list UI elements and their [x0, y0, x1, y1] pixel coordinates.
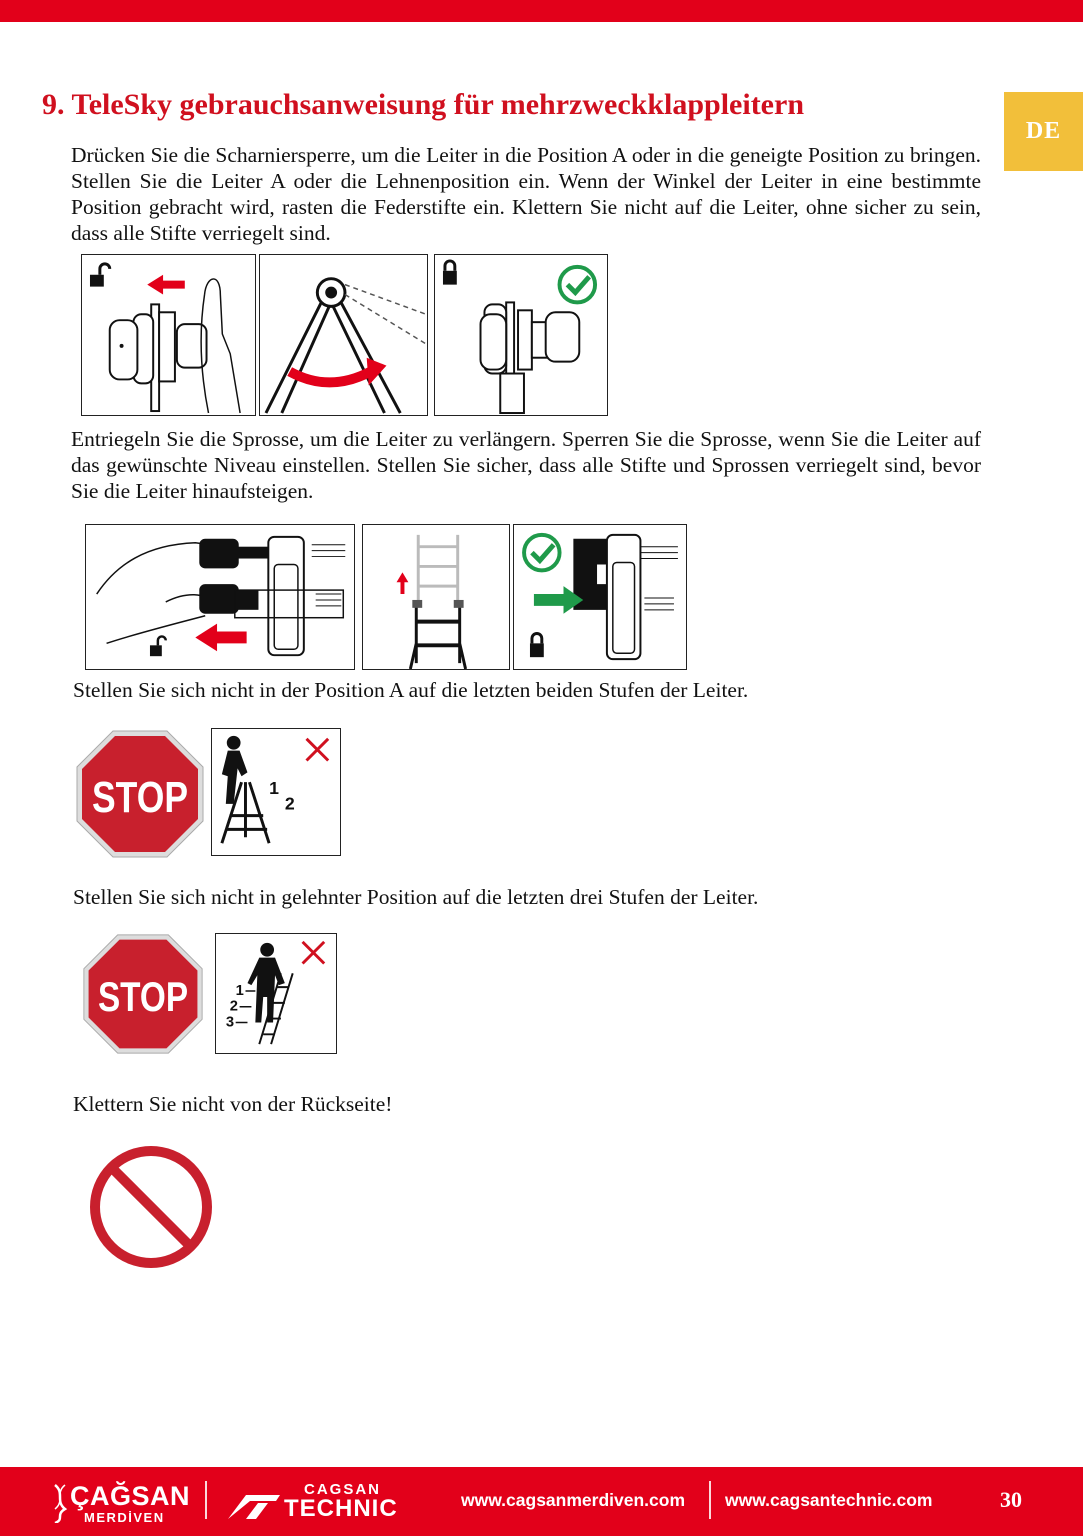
- locked-padlock-icon: [530, 633, 544, 657]
- footer-divider: [709, 1481, 711, 1519]
- no-top-steps-a-position-illustration: [211, 728, 341, 856]
- no-top-steps-lean-illustration: [215, 933, 337, 1054]
- website-link[interactable]: www.cagsanmerdiven.com: [461, 1490, 686, 1510]
- step-label: 1: [269, 777, 279, 798]
- ladder-angle-illustration: [259, 254, 428, 416]
- brand-name: CAGSAN: [304, 1481, 382, 1498]
- warning-text-lean-position: Stellen Sie sich nicht in gelehnter Position auf die letzten drei Stufen der Leiter.: [73, 885, 759, 909]
- instruction-paragraph-hinge: Drücken Sie die Scharniersperre, um die Leiter in die Position A oder in die geneigte Position zu bringen. Stellen Sie die Leiter A oder die Lehnenposition ein. Wenn der Winkel der Leiter in eine bestimmte Position gebracht wird, rasten die Federstifte ein. Klettern Sie nicht auf die Leiter, ohne sicher zu sein, dass alle Stifte verriegelt sind.: [71, 143, 981, 245]
- hinge-locked-illustration: [434, 254, 608, 416]
- instruction-paragraph-rungs: Entriegeln Sie die Sprosse, um die Leiter zu verlängern. Sperren Sie die Sprosse, wenn Sie die Leiter auf das gewünschte Niveau einstellen. Stellen Sie sicher, dass alle Stifte und Sprossen verriegelt sind, bevor Sie die Leiter hinaufsteigen.: [71, 427, 981, 503]
- technic-mark-icon: [224, 1489, 282, 1521]
- brand-name: ÇAĞSAN: [70, 1481, 191, 1511]
- arrow-left-icon: [195, 624, 246, 652]
- language-tab[interactable]: DE: [1004, 92, 1083, 171]
- stop-sign-label: STOP: [97, 973, 189, 1020]
- cross-icon: [303, 942, 325, 964]
- cagsan-technic-logo[interactable]: [224, 1479, 414, 1525]
- arrow-up-icon: [397, 572, 409, 594]
- arrow-left-icon: [147, 275, 185, 295]
- step-label: 2: [284, 793, 295, 814]
- warning-text-back-side: Klettern Sie nicht von der Rückseite!: [73, 1092, 393, 1116]
- cross-icon: [307, 739, 329, 761]
- stop-sign-icon: [75, 729, 205, 859]
- cagsan-merdiven-logo[interactable]: [52, 1481, 191, 1525]
- step-label: 3: [225, 1014, 235, 1031]
- rung-unlock-illustration: [85, 524, 355, 670]
- footer-divider: [205, 1481, 207, 1519]
- prohibited-icon: [88, 1144, 214, 1270]
- stop-sign-icon: [82, 933, 204, 1055]
- stop-sign-label: STOP: [92, 773, 188, 822]
- checkmark-icon: [560, 267, 596, 303]
- locked-padlock-icon: [443, 261, 457, 285]
- person-icon: [247, 943, 284, 1023]
- ladder-extend-illustration: [362, 524, 510, 670]
- brand-subtitle: TECHNIC: [284, 1495, 398, 1522]
- top-color-bar: [0, 0, 1083, 22]
- website-link[interactable]: www.cagsantechnic.com: [725, 1490, 933, 1510]
- hinge-unlock-illustration: [81, 254, 256, 416]
- checkmark-icon: [524, 535, 560, 571]
- rung-locked-illustration: [513, 524, 687, 670]
- person-icon: [222, 736, 248, 804]
- step-label: 1: [235, 982, 244, 999]
- step-label: 2: [229, 998, 238, 1015]
- unlocked-padlock-icon: [90, 264, 110, 287]
- section-title: 9. TeleSky gebrauchsanweisung für mehrzweckklappleitern: [42, 88, 804, 121]
- dna-icon: [52, 1483, 68, 1523]
- warning-text-position-a: Stellen Sie sich nicht in der Position A auf die letzten beiden Stufen der Leiter.: [73, 678, 749, 702]
- footer-bar: [0, 1467, 1083, 1536]
- brand-subtitle: MERDİVEN: [84, 1510, 165, 1525]
- unlocked-padlock-icon: [150, 636, 166, 656]
- page-number: 30: [1000, 1487, 1022, 1512]
